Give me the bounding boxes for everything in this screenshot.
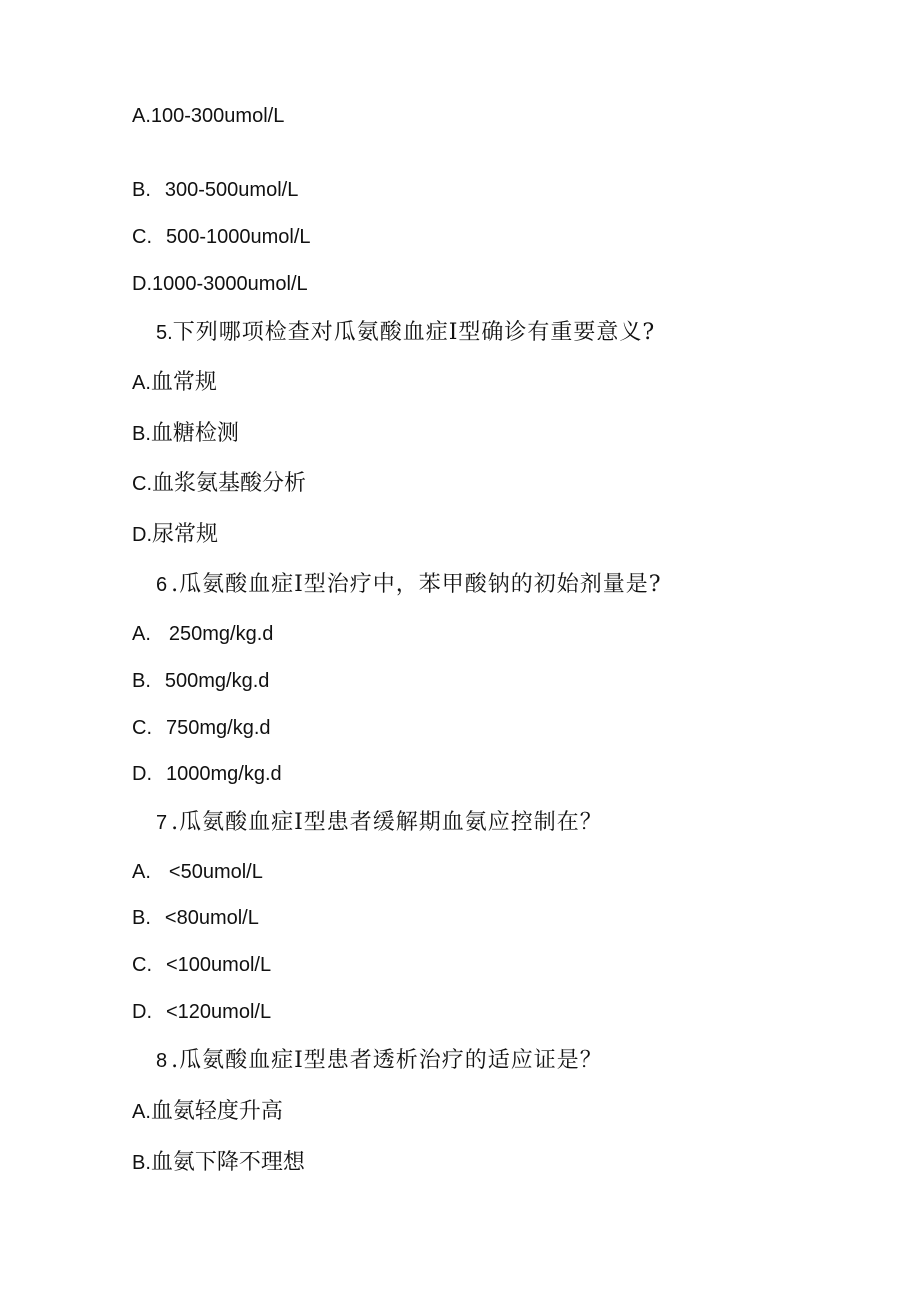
option-text: 300-500umol/L <box>164 179 299 201</box>
option-letter: A. <box>132 372 151 394</box>
option-letter: D. <box>132 1001 152 1023</box>
q5-option-d <box>132 524 218 546</box>
option-letter: B. <box>132 423 151 445</box>
question-6-stem <box>156 574 662 596</box>
q5-option-a <box>132 372 217 394</box>
option-text: 血常规 <box>150 370 217 395</box>
option-text: <100umol/L <box>166 954 272 976</box>
question-text: .瓜氨酸血症I型治疗中，苯甲酸钠的初始剂量是? <box>171 572 662 597</box>
option-letter: B. <box>132 179 151 201</box>
option-text: 血浆氨基酸分析 <box>152 471 307 496</box>
q7-option-a <box>132 862 263 882</box>
q4-option-a <box>132 106 284 126</box>
question-number: 5. <box>156 322 173 344</box>
option-letter: A. <box>132 623 151 645</box>
question-7-stem <box>156 812 603 834</box>
option-text: 尿常规 <box>152 522 219 547</box>
question-number: 8 <box>156 1050 168 1072</box>
q7-option-b <box>132 908 259 928</box>
option-text: 500-1000umol/L <box>166 226 311 248</box>
option-letter: C. <box>132 226 152 248</box>
q4-option-c <box>132 227 311 247</box>
option-letter: D. <box>132 273 152 295</box>
question-5-stem <box>156 322 655 344</box>
option-letter: D. <box>132 763 152 785</box>
option-text: 250mg/kg.d <box>168 623 274 645</box>
option-text: 血糖检测 <box>150 421 239 446</box>
question-text: 下列哪项检查对瓜氨酸血症I型确诊有重要意义? <box>172 320 656 345</box>
option-text: 100-300umol/L <box>150 105 285 127</box>
q5-option-b <box>132 423 239 445</box>
q7-option-d <box>132 1002 271 1022</box>
q6-option-d <box>132 764 282 784</box>
option-text: <50umol/L <box>168 861 263 883</box>
option-letter: C. <box>132 954 152 976</box>
q8-option-a <box>132 1101 283 1123</box>
question-8-stem <box>156 1050 603 1072</box>
q4-option-b <box>132 180 298 200</box>
option-text: 750mg/kg.d <box>166 717 271 739</box>
option-letter: B. <box>132 907 151 929</box>
q7-option-c <box>132 955 271 975</box>
q4-option-d <box>132 274 308 294</box>
option-text: 500mg/kg.d <box>164 670 270 692</box>
option-text: 1000mg/kg.d <box>166 763 282 785</box>
question-text: .瓜氨酸血症I型患者缓解期血氨应控制在？ <box>171 810 603 835</box>
question-text: .瓜氨酸血症I型患者透析治疗的适应证是？ <box>171 1048 603 1073</box>
option-text: <80umol/L <box>164 907 259 929</box>
q6-option-a <box>132 624 273 644</box>
q6-option-b <box>132 671 269 691</box>
q8-option-b <box>132 1152 305 1174</box>
option-letter: A. <box>132 1101 151 1123</box>
question-number: 7 <box>156 812 168 834</box>
option-letter: B. <box>132 670 151 692</box>
option-text: 1000-3000umol/L <box>152 273 308 295</box>
option-letter: C. <box>132 717 152 739</box>
option-letter: D. <box>132 524 152 546</box>
option-letter: A. <box>132 861 151 883</box>
option-letter: C. <box>132 473 152 495</box>
option-text: 血氨下降不理想 <box>150 1150 305 1175</box>
option-text: <120umol/L <box>166 1001 272 1023</box>
option-letter: B. <box>132 1152 151 1174</box>
q6-option-c <box>132 718 271 738</box>
option-letter: A. <box>132 105 151 127</box>
option-text: 血氨轻度升高 <box>150 1099 283 1124</box>
q5-option-c <box>132 473 306 495</box>
question-number: 6 <box>156 574 168 596</box>
